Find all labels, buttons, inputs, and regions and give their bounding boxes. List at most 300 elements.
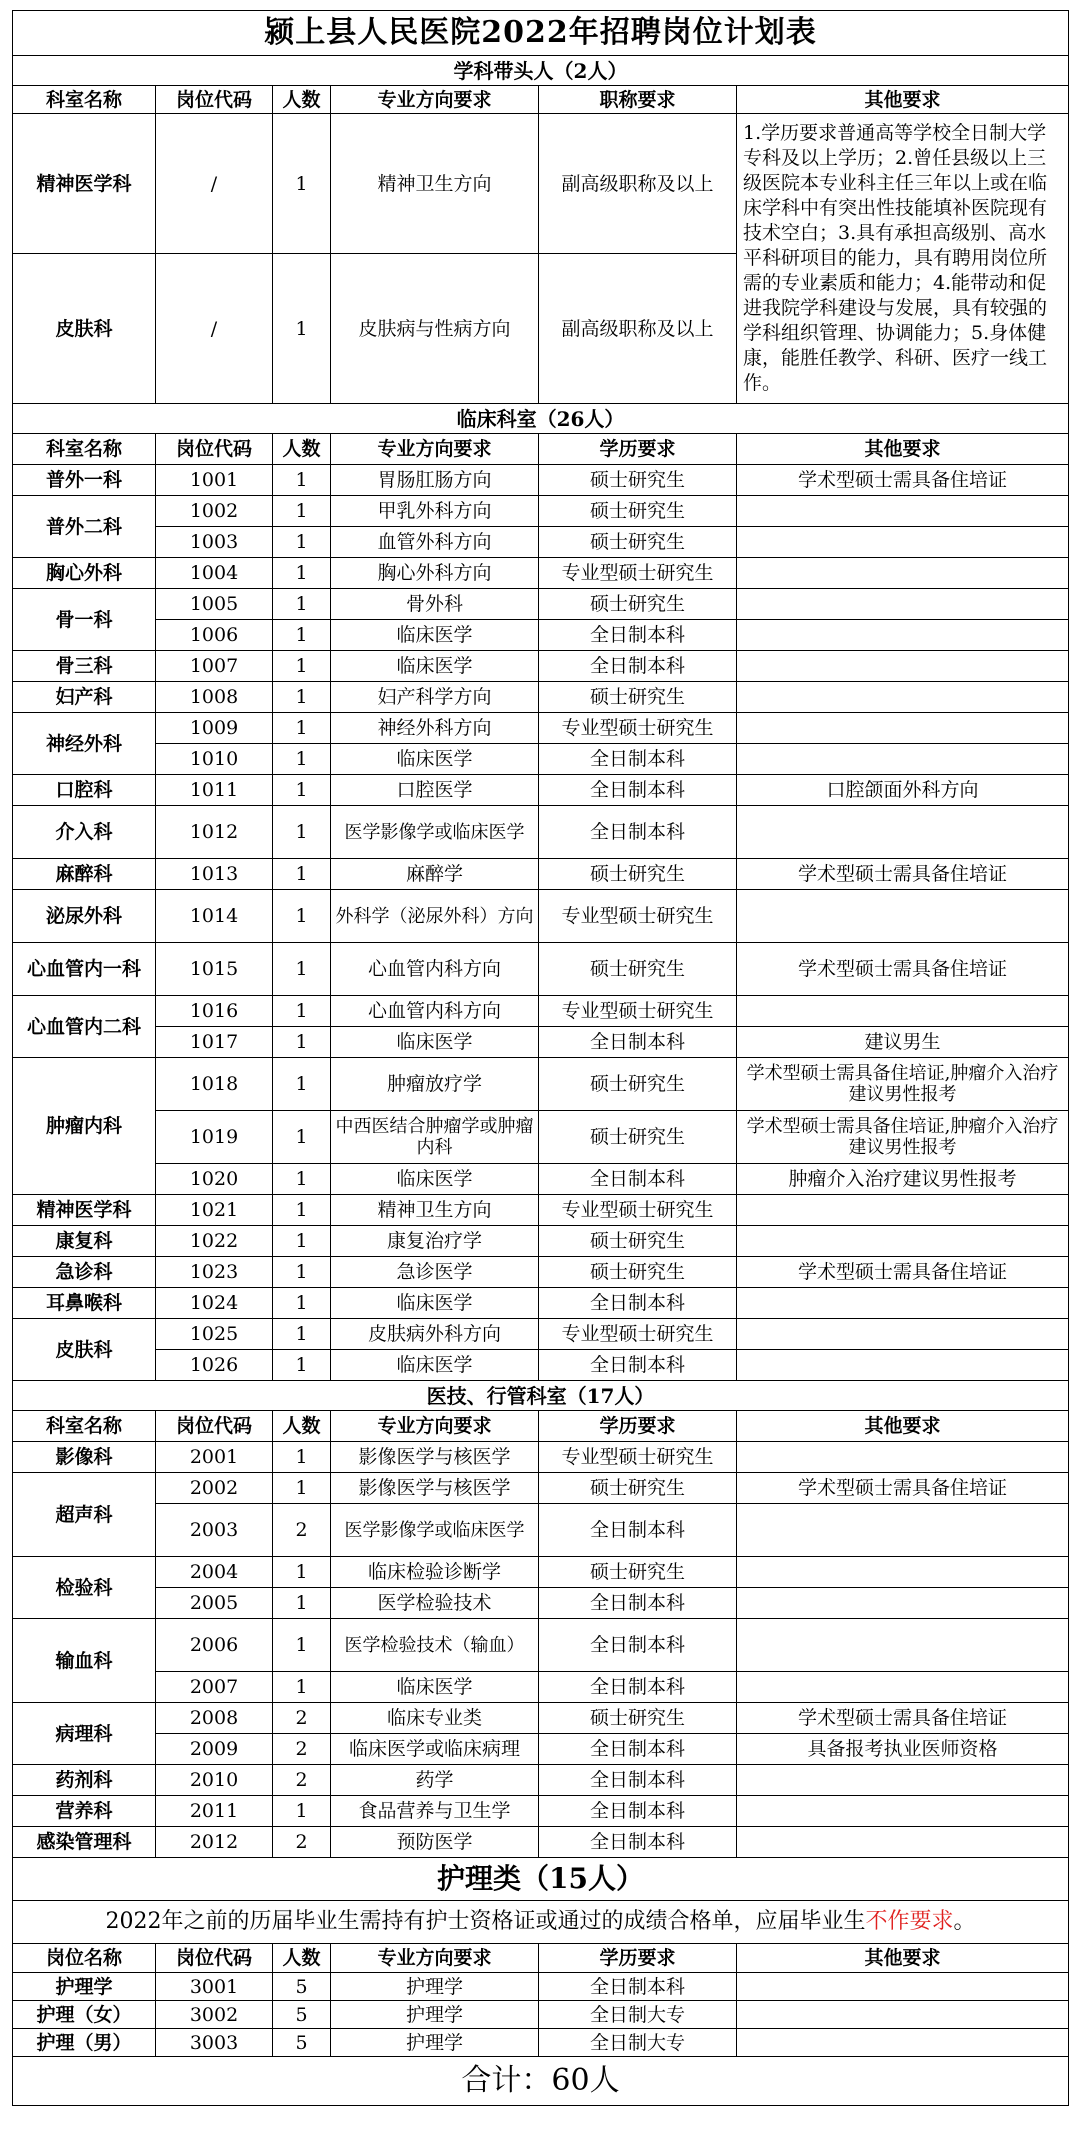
post-code: 2009 (156, 1734, 273, 1765)
column-header: 人数 (273, 86, 331, 114)
major-requirement: 临床医学 (331, 620, 539, 651)
section-row (13, 56, 1069, 86)
other-requirement: 学术型硕士需具备住培证 (737, 1473, 1069, 1504)
major-requirement: 皮肤病外科方向 (331, 1319, 539, 1350)
column-header: 学历要求 (539, 434, 737, 465)
table-row (13, 1442, 1069, 1473)
table-row (13, 1195, 1069, 1226)
column-header: 科室名称 (13, 434, 156, 465)
major-requirement: 影像医学与核医学 (331, 1473, 539, 1504)
major-requirement: 康复治疗学 (331, 1226, 539, 1257)
major-requirement: 口腔医学 (331, 775, 539, 806)
table-row (13, 1796, 1069, 1827)
education-requirement: 专业型硕士研究生 (539, 713, 737, 744)
table-row (13, 1827, 1069, 1858)
dept-name: 精神医学科 (13, 1195, 156, 1226)
section-row (13, 1858, 1069, 1901)
table-row (13, 651, 1069, 682)
headcount: 1 (273, 651, 331, 682)
post-code: 3002 (156, 2001, 273, 2029)
dept-name: 普外二科 (13, 496, 156, 558)
post-code: 1026 (156, 1350, 273, 1381)
post-code: 2003 (156, 1504, 273, 1557)
headcount: 1 (273, 1257, 331, 1288)
headcount: 1 (273, 1027, 331, 1058)
table-row (13, 1557, 1069, 1588)
other-requirement (737, 1973, 1069, 2001)
education-requirement: 硕士研究生 (539, 943, 737, 996)
recruitment-sheet (12, 10, 1068, 2106)
major-requirement: 临床医学 (331, 1288, 539, 1319)
note-row (13, 1901, 1069, 1944)
header-row (13, 1411, 1069, 1442)
other-requirement (737, 744, 1069, 775)
education-requirement: 全日制本科 (539, 1164, 737, 1195)
dept-name: 病理科 (13, 1703, 156, 1765)
table-row (13, 1226, 1069, 1257)
other-requirement (737, 1195, 1069, 1226)
title-requirement: 副高级职称及以上 (539, 114, 737, 254)
post-code: 1012 (156, 806, 273, 859)
table-row (13, 859, 1069, 890)
post-code: 2005 (156, 1588, 273, 1619)
column-header: 科室名称 (13, 86, 156, 114)
table-row (13, 620, 1069, 651)
major-requirement: 外科学（泌尿外科）方向 (331, 890, 539, 943)
post-code: 1020 (156, 1164, 273, 1195)
column-header: 专业方向要求 (331, 1411, 539, 1442)
major-requirement: 临床医学 (331, 651, 539, 682)
note-text: 2022年之前的历届毕业生需持有护士资格证或通过的成绩合格单，应届毕业生 (105, 1909, 866, 1934)
other-requirement (737, 1504, 1069, 1557)
other-requirement (737, 589, 1069, 620)
headcount: 2 (273, 1827, 331, 1858)
education-requirement: 全日制本科 (539, 775, 737, 806)
headcount: 1 (273, 254, 331, 404)
education-requirement: 硕士研究生 (539, 589, 737, 620)
other-requirement: 肿瘤介入治疗建议男性报考 (737, 1164, 1069, 1195)
total-row (13, 2057, 1069, 2106)
other-requirement (737, 1557, 1069, 1588)
post-code: 3001 (156, 1973, 273, 2001)
dept-name: 感染管理科 (13, 1827, 156, 1858)
major-requirement: 临床专业类 (331, 1703, 539, 1734)
major-requirement: 胃肠肛肠方向 (331, 465, 539, 496)
dept-name: 普外一科 (13, 465, 156, 496)
table-row (13, 1765, 1069, 1796)
post-code: 2004 (156, 1557, 273, 1588)
headcount: 1 (273, 1164, 331, 1195)
table-row (13, 890, 1069, 943)
headcount: 1 (273, 713, 331, 744)
dept-name: 超声科 (13, 1473, 156, 1557)
other-requirement (737, 1288, 1069, 1319)
education-requirement: 全日制本科 (539, 1619, 737, 1672)
column-header: 岗位名称 (13, 1944, 156, 1973)
education-requirement: 全日制本科 (539, 806, 737, 859)
section-title: 临床科室（26人） (13, 404, 1069, 434)
major-requirement: 医学检验技术 (331, 1588, 539, 1619)
other-requirement: 学术型硕士需具备住培证 (737, 1257, 1069, 1288)
other-requirement: 1.学历要求普通高等学校全日制大学专科及以上学历；2.曾任县级以上三级医院本专业科主任三年以上或在临床学科中有突出性技能填补医院现有技术空白；3.具有承担高级别、高水平科研项目的能力，具有聘用岗位所需的专业素质和能力；4.能带动和促进我院学科建设与发展，具有较强的学科组织管理、协调能力；5.身体健康，能胜任教学、科研、医疗一线工作。 (737, 114, 1069, 404)
major-requirement: 护理学 (331, 1973, 539, 2001)
table-row (13, 1319, 1069, 1350)
education-requirement: 全日制本科 (539, 1027, 737, 1058)
headcount: 1 (273, 589, 331, 620)
column-header: 专业方向要求 (331, 1944, 539, 1973)
table-row (13, 1288, 1069, 1319)
education-requirement: 硕士研究生 (539, 1557, 737, 1588)
table-row (13, 943, 1069, 996)
other-requirement (737, 1588, 1069, 1619)
column-header: 岗位代码 (156, 86, 273, 114)
education-requirement: 全日制大专 (539, 2029, 737, 2057)
table-row (13, 527, 1069, 558)
education-requirement: 硕士研究生 (539, 1111, 737, 1164)
other-requirement (737, 1827, 1069, 1858)
table-row (13, 114, 1069, 254)
note-end: 。 (953, 1909, 976, 1934)
education-requirement: 全日制本科 (539, 1796, 737, 1827)
post-code: 1004 (156, 558, 273, 589)
major-requirement: 护理学 (331, 2001, 539, 2029)
education-requirement: 专业型硕士研究生 (539, 1442, 737, 1473)
major-requirement: 临床医学 (331, 1164, 539, 1195)
table-row (13, 1588, 1069, 1619)
table-row (13, 1734, 1069, 1765)
education-requirement: 硕士研究生 (539, 1257, 737, 1288)
other-requirement: 学术型硕士需具备住培证 (737, 943, 1069, 996)
post-code: 2002 (156, 1473, 273, 1504)
dept-name: 耳鼻喉科 (13, 1288, 156, 1319)
other-requirement: 具备报考执业医师资格 (737, 1734, 1069, 1765)
headcount: 1 (273, 943, 331, 996)
major-requirement: 临床医学或临床病理 (331, 1734, 539, 1765)
major-requirement: 临床医学 (331, 1027, 539, 1058)
other-requirement (737, 2001, 1069, 2029)
headcount: 1 (273, 1619, 331, 1672)
post-code: 1011 (156, 775, 273, 806)
headcount: 1 (273, 682, 331, 713)
post-code: 1014 (156, 890, 273, 943)
other-requirement (737, 682, 1069, 713)
post-code: / (156, 254, 273, 404)
column-header: 岗位代码 (156, 434, 273, 465)
dept-name: 影像科 (13, 1442, 156, 1473)
other-requirement (737, 558, 1069, 589)
dept-name: 妇产科 (13, 682, 156, 713)
column-header: 岗位代码 (156, 1944, 273, 1973)
major-requirement: 妇产科学方向 (331, 682, 539, 713)
headcount: 2 (273, 1765, 331, 1796)
post-code: 1013 (156, 859, 273, 890)
headcount: 1 (273, 1473, 331, 1504)
major-requirement: 血管外科方向 (331, 527, 539, 558)
dept-name: 皮肤科 (13, 1319, 156, 1381)
other-requirement (737, 620, 1069, 651)
other-requirement (737, 890, 1069, 943)
education-requirement: 硕士研究生 (539, 1703, 737, 1734)
dept-name: 介入科 (13, 806, 156, 859)
column-header: 其他要求 (737, 1411, 1069, 1442)
major-requirement: 影像医学与核医学 (331, 1442, 539, 1473)
other-requirement: 学术型硕士需具备住培证 (737, 1703, 1069, 1734)
other-requirement (737, 1619, 1069, 1672)
major-requirement: 食品营养与卫生学 (331, 1796, 539, 1827)
other-requirement (737, 996, 1069, 1027)
major-requirement: 骨外科 (331, 589, 539, 620)
major-requirement: 中西医结合肿瘤学或肿瘤内科 (331, 1111, 539, 1164)
post-code: 2012 (156, 1827, 273, 1858)
post-code: 1022 (156, 1226, 273, 1257)
headcount: 2 (273, 1703, 331, 1734)
table-row (13, 1164, 1069, 1195)
post-code: 2010 (156, 1765, 273, 1796)
table-row (13, 558, 1069, 589)
other-requirement (737, 1672, 1069, 1703)
table-row (13, 744, 1069, 775)
post-code: 1016 (156, 996, 273, 1027)
major-requirement: 神经外科方向 (331, 713, 539, 744)
education-requirement: 专业型硕士研究生 (539, 1195, 737, 1226)
post-code: 1008 (156, 682, 273, 713)
table-row (13, 2029, 1069, 2057)
headcount: 1 (273, 1226, 331, 1257)
education-requirement: 全日制本科 (539, 1765, 737, 1796)
major-requirement: 心血管内科方向 (331, 943, 539, 996)
headcount: 1 (273, 744, 331, 775)
education-requirement: 全日制本科 (539, 1973, 737, 2001)
headcount: 1 (273, 1195, 331, 1226)
post-code: 1007 (156, 651, 273, 682)
dept-name: 营养科 (13, 1796, 156, 1827)
column-header: 学历要求 (539, 1411, 737, 1442)
headcount: 1 (273, 496, 331, 527)
other-requirement (737, 496, 1069, 527)
headcount: 1 (273, 1672, 331, 1703)
headcount: 2 (273, 1504, 331, 1557)
post-code: 1005 (156, 589, 273, 620)
headcount: 1 (273, 558, 331, 589)
dept-name: 骨一科 (13, 589, 156, 651)
education-requirement: 全日制本科 (539, 1827, 737, 1858)
education-requirement: 全日制本科 (539, 744, 737, 775)
headcount: 5 (273, 2029, 331, 2057)
other-requirement (737, 806, 1069, 859)
table-row (13, 682, 1069, 713)
table-row (13, 2001, 1069, 2029)
major-requirement: 药学 (331, 1765, 539, 1796)
major-requirement: 临床检验诊断学 (331, 1557, 539, 1588)
nursing-note (13, 1901, 1069, 1944)
education-requirement: 硕士研究生 (539, 1473, 737, 1504)
post-code: 1003 (156, 527, 273, 558)
other-requirement: 学术型硕士需具备住培证 (737, 465, 1069, 496)
table-row (13, 806, 1069, 859)
dept-name: 急诊科 (13, 1257, 156, 1288)
column-header: 专业方向要求 (331, 434, 539, 465)
post-code: 2011 (156, 1796, 273, 1827)
major-requirement: 皮肤病与性病方向 (331, 254, 539, 404)
other-requirement: 建议男生 (737, 1027, 1069, 1058)
total-count: 合计：60人 (13, 2057, 1069, 2106)
dept-name: 心血管内二科 (13, 996, 156, 1058)
dept-name: 泌尿外科 (13, 890, 156, 943)
major-requirement: 急诊医学 (331, 1257, 539, 1288)
dept-name: 护理学 (13, 1973, 156, 2001)
table-row (13, 589, 1069, 620)
post-code: 2001 (156, 1442, 273, 1473)
table-row (13, 465, 1069, 496)
title-requirement: 副高级职称及以上 (539, 254, 737, 404)
headcount: 1 (273, 859, 331, 890)
other-requirement: 学术型硕士需具备住培证,肿瘤介入治疗建议男性报考 (737, 1058, 1069, 1111)
headcount: 1 (273, 1319, 331, 1350)
major-requirement: 麻醉学 (331, 859, 539, 890)
post-code: 2007 (156, 1672, 273, 1703)
column-header: 学历要求 (539, 1944, 737, 1973)
table-row (13, 1350, 1069, 1381)
major-requirement: 医学检验技术（输血） (331, 1619, 539, 1672)
education-requirement: 硕士研究生 (539, 682, 737, 713)
table-row (13, 1111, 1069, 1164)
other-requirement (737, 1796, 1069, 1827)
post-code: 1023 (156, 1257, 273, 1288)
dept-name: 麻醉科 (13, 859, 156, 890)
column-header: 其他要求 (737, 434, 1069, 465)
post-code: 1001 (156, 465, 273, 496)
other-requirement: 学术型硕士需具备住培证 (737, 859, 1069, 890)
other-requirement (737, 713, 1069, 744)
education-requirement: 全日制大专 (539, 2001, 737, 2029)
dept-name: 皮肤科 (13, 254, 156, 404)
table-row (13, 996, 1069, 1027)
education-requirement: 硕士研究生 (539, 465, 737, 496)
education-requirement: 硕士研究生 (539, 859, 737, 890)
headcount: 1 (273, 1588, 331, 1619)
page-title: 颍上县人民医院2022年招聘岗位计划表 (13, 11, 1069, 56)
column-header: 人数 (273, 1944, 331, 1973)
major-requirement: 精神卫生方向 (331, 1195, 539, 1226)
education-requirement: 硕士研究生 (539, 1058, 737, 1111)
major-requirement: 甲乳外科方向 (331, 496, 539, 527)
education-requirement: 硕士研究生 (539, 496, 737, 527)
headcount: 1 (273, 1288, 331, 1319)
education-requirement: 专业型硕士研究生 (539, 890, 737, 943)
column-header: 岗位代码 (156, 1411, 273, 1442)
major-requirement: 预防医学 (331, 1827, 539, 1858)
education-requirement: 全日制本科 (539, 1734, 737, 1765)
headcount: 1 (273, 114, 331, 254)
other-requirement: 口腔颌面外科方向 (737, 775, 1069, 806)
other-requirement: 学术型硕士需具备住培证,肿瘤介入治疗建议男性报考 (737, 1111, 1069, 1164)
education-requirement: 全日制本科 (539, 1288, 737, 1319)
dept-name: 胸心外科 (13, 558, 156, 589)
other-requirement (737, 2029, 1069, 2057)
post-code: 3003 (156, 2029, 273, 2057)
post-code: 1017 (156, 1027, 273, 1058)
column-header: 职称要求 (539, 86, 737, 114)
column-header: 人数 (273, 1411, 331, 1442)
table-row (13, 775, 1069, 806)
column-header: 人数 (273, 434, 331, 465)
major-requirement: 医学影像学或临床医学 (331, 806, 539, 859)
education-requirement: 全日制本科 (539, 651, 737, 682)
major-requirement: 临床医学 (331, 1350, 539, 1381)
table-row (13, 1619, 1069, 1672)
dept-name: 护理（女） (13, 2001, 156, 2029)
major-requirement: 胸心外科方向 (331, 558, 539, 589)
headcount: 1 (273, 527, 331, 558)
major-requirement: 临床医学 (331, 744, 539, 775)
dept-name: 口腔科 (13, 775, 156, 806)
post-code: / (156, 114, 273, 254)
major-requirement: 医学影像学或临床医学 (331, 1504, 539, 1557)
headcount: 1 (273, 1796, 331, 1827)
post-code: 2008 (156, 1703, 273, 1734)
education-requirement: 全日制本科 (539, 620, 737, 651)
headcount: 2 (273, 1734, 331, 1765)
education-requirement: 专业型硕士研究生 (539, 996, 737, 1027)
table-row (13, 1973, 1069, 2001)
column-header: 科室名称 (13, 1411, 156, 1442)
dept-name: 检验科 (13, 1557, 156, 1619)
table-row (13, 1058, 1069, 1111)
column-header: 其他要求 (737, 1944, 1069, 1973)
table-row (13, 1504, 1069, 1557)
post-code: 1015 (156, 943, 273, 996)
table-row (13, 1703, 1069, 1734)
section-title: 医技、行管科室（17人） (13, 1381, 1069, 1411)
recruitment-table (12, 10, 1069, 2106)
other-requirement (737, 1350, 1069, 1381)
nursing-section-title: 护理类（15人） (13, 1858, 1069, 1901)
other-requirement (737, 1319, 1069, 1350)
table-row (13, 713, 1069, 744)
other-requirement (737, 1765, 1069, 1796)
post-code: 1025 (156, 1319, 273, 1350)
post-code: 1018 (156, 1058, 273, 1111)
dept-name: 心血管内一科 (13, 943, 156, 996)
education-requirement: 全日制本科 (539, 1672, 737, 1703)
table-row (13, 1027, 1069, 1058)
headcount: 1 (273, 1557, 331, 1588)
header-row (13, 86, 1069, 114)
post-code: 1009 (156, 713, 273, 744)
headcount: 5 (273, 1973, 331, 2001)
dept-name: 康复科 (13, 1226, 156, 1257)
education-requirement: 专业型硕士研究生 (539, 558, 737, 589)
education-requirement: 专业型硕士研究生 (539, 1319, 737, 1350)
header-row (13, 1944, 1069, 1973)
major-requirement: 心血管内科方向 (331, 996, 539, 1027)
post-code: 1006 (156, 620, 273, 651)
table-row (13, 1473, 1069, 1504)
headcount: 1 (273, 996, 331, 1027)
headcount: 1 (273, 1350, 331, 1381)
table-row (13, 496, 1069, 527)
headcount: 1 (273, 620, 331, 651)
dept-name: 药剂科 (13, 1765, 156, 1796)
major-requirement: 肿瘤放疗学 (331, 1058, 539, 1111)
post-code: 2006 (156, 1619, 273, 1672)
headcount: 1 (273, 806, 331, 859)
section-row (13, 404, 1069, 434)
section-title: 学科带头人（2人） (13, 56, 1069, 86)
headcount: 1 (273, 775, 331, 806)
post-code: 1019 (156, 1111, 273, 1164)
headcount: 1 (273, 1111, 331, 1164)
